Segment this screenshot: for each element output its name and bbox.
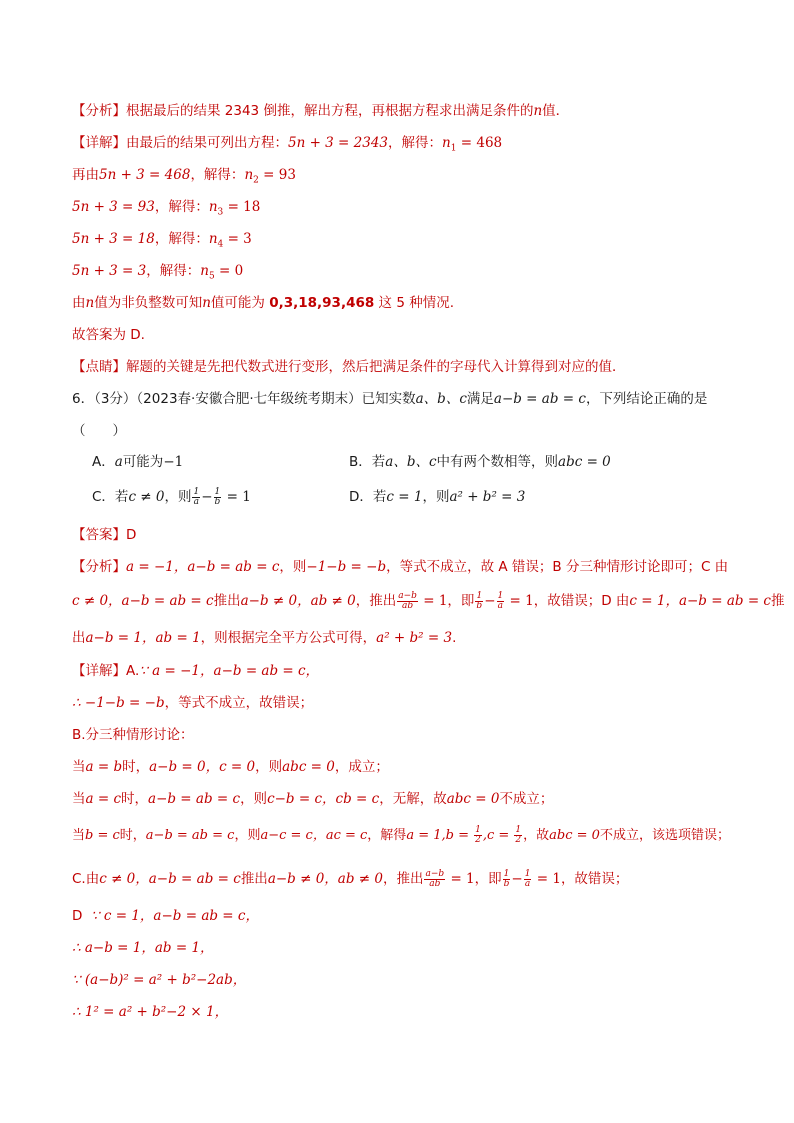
- q6-analysis-line-2: c ≠ 0，a−b = ab = c推出a−b ≠ 0，ab ≠ 0，推出 $\frac{a-b}{ab}$ = 1，即 $\frac{1}{b}$ − $\frac{1}{a}$ = 1，故错误；D 由c = 1，a−b = ab = c推: [72, 590, 785, 611]
- answer-line: [72, 525, 136, 545]
- q6-analysis-line-3: 出a−b = 1，ab = 1，则根据完全平方公式可得，a² + b² = 3.: [72, 630, 457, 646]
- option-b: B．若a、b、c中有两个数相等，则abc = 0: [349, 454, 611, 470]
- option-a: A．a可能为−1: [92, 454, 184, 470]
- answer-tag: 【答案】: [72, 527, 126, 543]
- q6-detail-line-5: 当a = c时，a−b = ab = c，则c−b = c，cb = c，无解，故abc = 0不成立；: [72, 791, 554, 807]
- answer-summary-line: 故答案为 D.: [72, 327, 145, 343]
- equation-line-2: 再由5n + 3 = 468，解得：$n_2 = 93$: [72, 167, 296, 186]
- q6-detail-line-9: ∴ a−b = 1，ab = 1，: [72, 940, 214, 956]
- question-6-paren: （ ）: [72, 423, 126, 439]
- option-d: D．若c = 1，则a² + b² = 3: [349, 489, 526, 505]
- detail-line-1: 【详解】由最后的结果可列出方程：5n + 3 = 2343，解得：$n_1 = 468$: [72, 135, 503, 154]
- q6-detail-line-6: 当b = c时，a−b = ab = c，则a−c = c，ac = c，解得a = 1,b = $\frac{1}{2}$ ,c = $\frac{1}{2}$ ，故abc = 0不成立，该选项错误；: [72, 825, 730, 845]
- q6-detail-line-10: ∵ (a−b)² = a² + b²−2ab，: [72, 972, 247, 988]
- detail-tag: 【详解】: [72, 135, 126, 151]
- q6-analysis-line-1: 【分析】a = −1，a−b = ab = c，则−1−b = −b，等式不成立，故 A 错误；B 分三种情形讨论即可；C 由: [72, 559, 729, 575]
- conclusion-line: 由n值为非负整数可知n值可能为 0,3,18,93,468 这 5 种情况.: [72, 295, 455, 311]
- q6-detail-line-2: ∴ −1−b = −b，等式不成立，故错误；: [72, 695, 314, 711]
- q6-detail-line-8: D ∵ c = 1，a−b = ab = c，: [72, 908, 259, 924]
- key-point-tag: 【点睛】: [72, 359, 126, 375]
- q6-detail-tag: 【详解】: [72, 663, 126, 679]
- equation-line-4: 5n + 3 = 18，解得：$n_4 = 3$: [72, 231, 252, 250]
- key-point-line: 【点睛】解题的关键是先把代数式进行变形，然后把满足条件的字母代入计算得到对应的值．: [72, 359, 626, 375]
- equation-line-5: 5n + 3 = 3，解得：$n_5 = 0$: [72, 263, 244, 282]
- question-number: 6．（3分）（2023春·安徽合肥·七年级统考期末）已知实数: [72, 391, 416, 407]
- q6-detail-line-11: ∴ 1² = a² + b²−2 × 1，: [72, 1004, 229, 1020]
- q6-detail-line-3: B.分三种情形讨论：: [72, 727, 194, 743]
- option-c: C．若c ≠ 0，则 $\frac{1}{a}$ − $\frac{1}{b}$ = 1: [92, 486, 251, 507]
- question-6: 6．（3分）（2023春·安徽合肥·七年级统考期末）已知实数a、b、c满足a−b = ab = c，下列结论正确的是: [72, 391, 708, 407]
- q6-detail-line-1: 【详解】A.∵ a = −1，a−b = ab = c，: [72, 663, 320, 679]
- q6-analysis-tag: 【分析】: [72, 559, 126, 575]
- analysis-tag: 【分析】: [72, 103, 126, 119]
- answer-value: D: [126, 527, 137, 543]
- q6-detail-line-4: 当a = b时，a−b = 0，c = 0，则abc = 0，成立；: [72, 759, 389, 775]
- equation-line-3: 5n + 3 = 93，解得：$n_3 = 18$: [72, 199, 261, 218]
- q6-detail-line-7: C.由c ≠ 0，a−b = ab = c推出a−b ≠ 0，ab ≠ 0，推出 $\frac{a-b}{ab}$ = 1，即 $\frac{1}{b}$ − $\frac{1}{a}$ = 1，故错误；: [72, 868, 629, 889]
- analysis-line: 【分析】根据最后的结果 2343 倒推，解出方程，再根据方程求出满足条件的n值．: [72, 103, 570, 119]
